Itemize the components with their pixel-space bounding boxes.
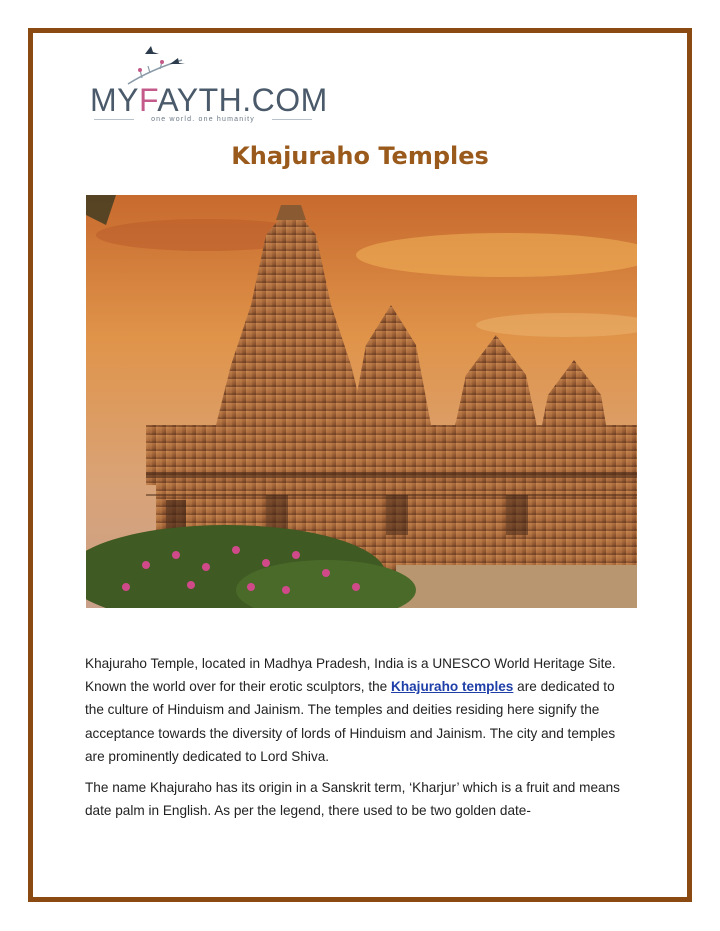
page-title: Khajuraho Temples bbox=[231, 142, 489, 170]
logo-wordmark: MYFAYTH.COM bbox=[90, 82, 328, 118]
article-body bbox=[85, 652, 637, 830]
logo-tagline: one world. one humanity bbox=[151, 116, 255, 123]
paragraph-2: The name Khajuraho has its origin in a Sanskrit term, ‘Kharjur’ which is a fruit and means date palm in English. As per the legend, there used to be two golden date- bbox=[85, 780, 620, 819]
site-logo[interactable] bbox=[90, 40, 328, 124]
khajuraho-temples-link[interactable]: Khajuraho temples bbox=[391, 679, 514, 695]
temple-photo bbox=[86, 195, 637, 608]
paragraph-1: Khajuraho Temple, located in Madhya Pradesh, India is a UNESCO World Heritage Site. Known the world over for their erotic sculptors, the Khajuraho temples are dedicated to the culture of Hinduism and Jainism. The temples and deities residing here signify the acceptance towards the diversity of lords of Hinduism and Jainism. The city and temples are prominently dedicated to Lord Shiva. bbox=[85, 656, 616, 764]
